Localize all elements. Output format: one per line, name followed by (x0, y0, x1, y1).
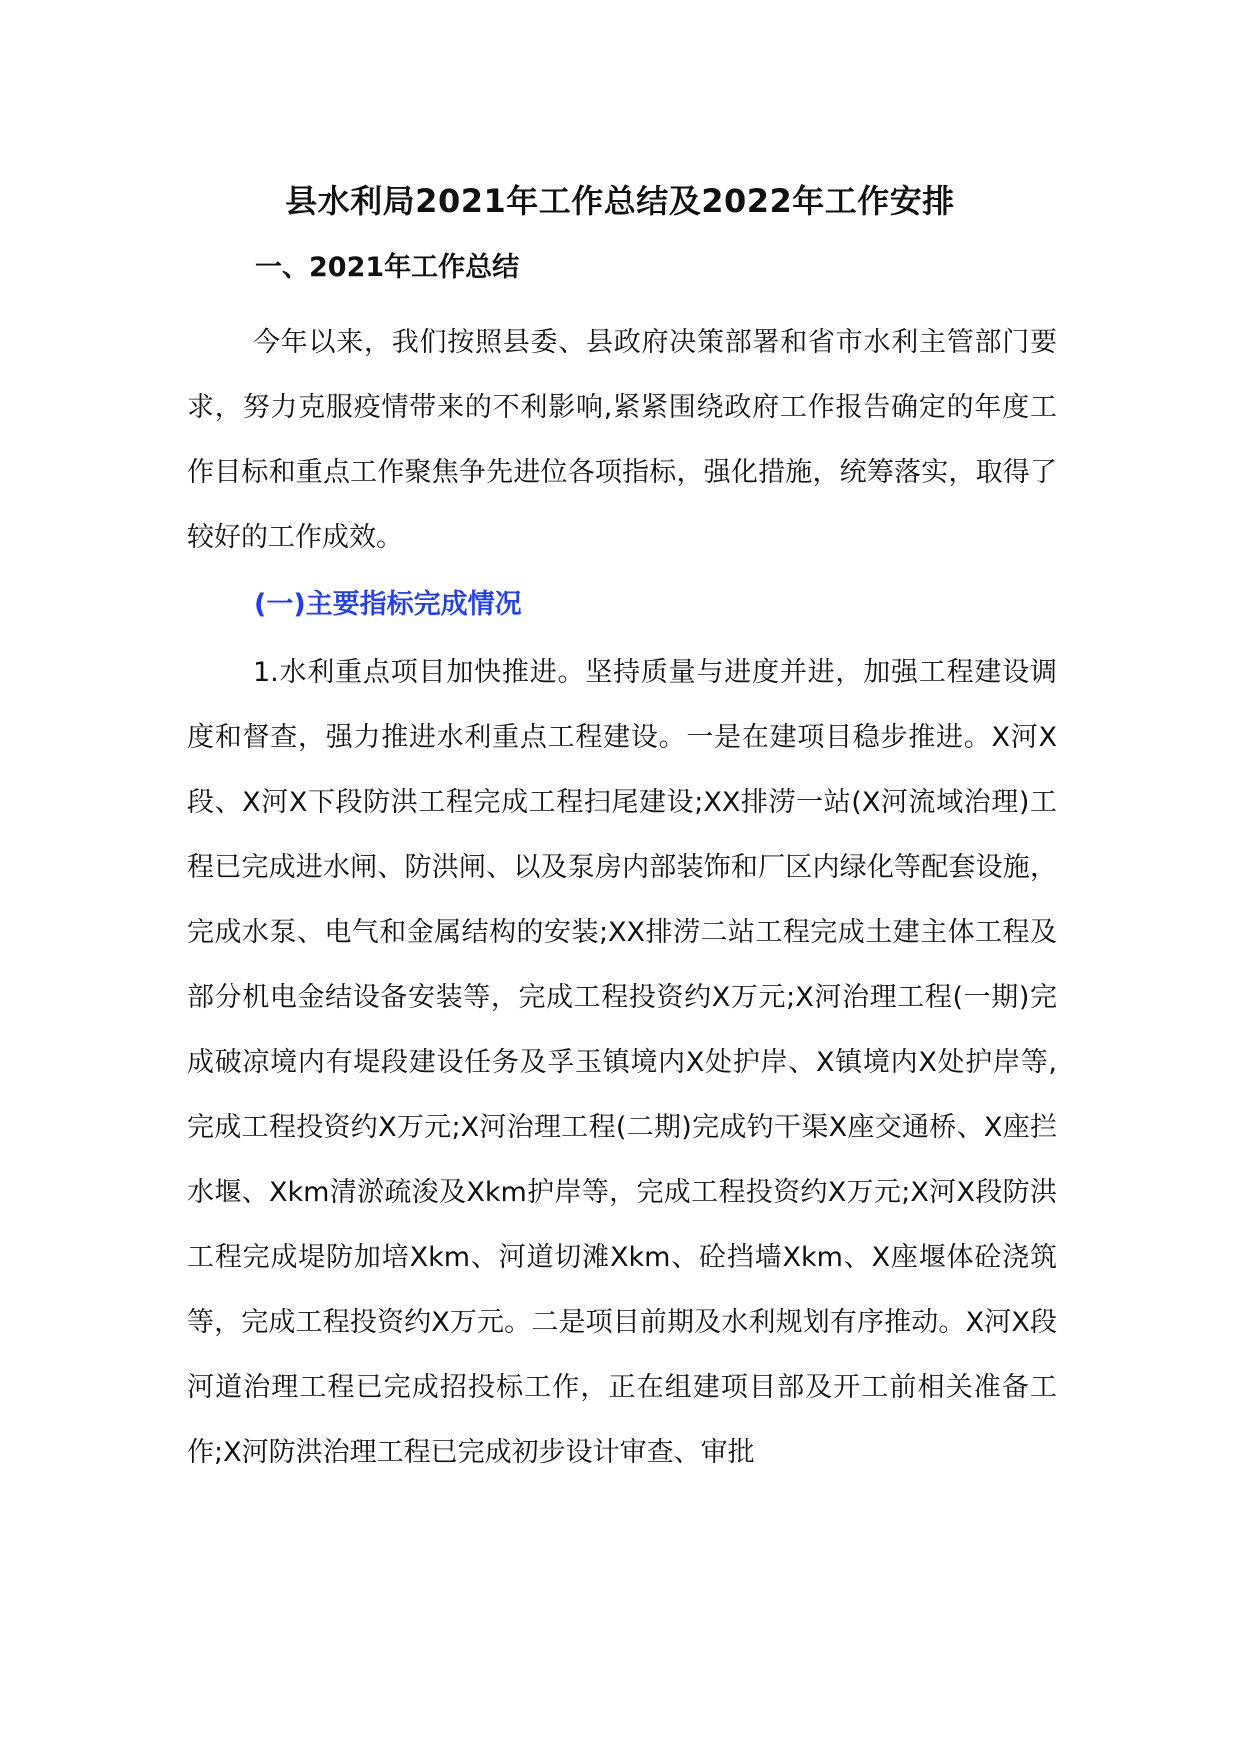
body-paragraph-intro: 今年以来，我们按照县委、县政府决策部署和省市水利主管部门要求，努力克服疫情带来的不利影响,紧紧围绕政府工作报告确定的年度工作目标和重点工作聚焦争先进位各项指标，强化措施，统筹落实，取得了较好的工作成效。 (187, 327, 1057, 553)
section-heading: 一、2021年工作总结 (255, 252, 520, 283)
subsection-heading: (一)主要指标完成情况 (254, 589, 522, 620)
body-paragraph-projects: 1.水利重点项目加快推进。坚持质量与进度并进，加强工程建设调度和督查，强力推进水利重点工程建设。一是在建项目稳步推进。X河X段、X河X下段防洪工程完成工程扫尾建设;XX排涝一站(X河流域治理)工程已完成进水闸、防洪闸、以及泵房内部装饰和厂区内绿化等配套设施，完成水泵、电气和金属结构的安装;XX排涝二站工程完成土建主体工程及部分机电金结设备安装等，完成工程投资约X万元;X河治理工程(一期)完成破凉境内有堤段建设任务及孚玉镇境内X处护岸、X镇境内X处护岸等,完成工程投资约X万元;X河治理工程(二期)完成钓干渠X座交通桥、X座拦水堰、Xkm清淤疏浚及Xkm护岸等，完成工程投资约X万元;X河X段防洪工程完成堤防加培Xkm、河道切滩Xkm、砼挡墙Xkm、X座堰体砼浇筑等，完成工程投资约X万元。二是项目前期及水利规划有序推动。X河X段河道治理工程已完成招投标工作，正在组建项目部及开工前相关准备工作;X河防洪治理工程已完成初步设计审查、审批 (187, 657, 1057, 1468)
document-title: 县水利局2021年工作总结及2022年工作安排 (285, 182, 955, 220)
